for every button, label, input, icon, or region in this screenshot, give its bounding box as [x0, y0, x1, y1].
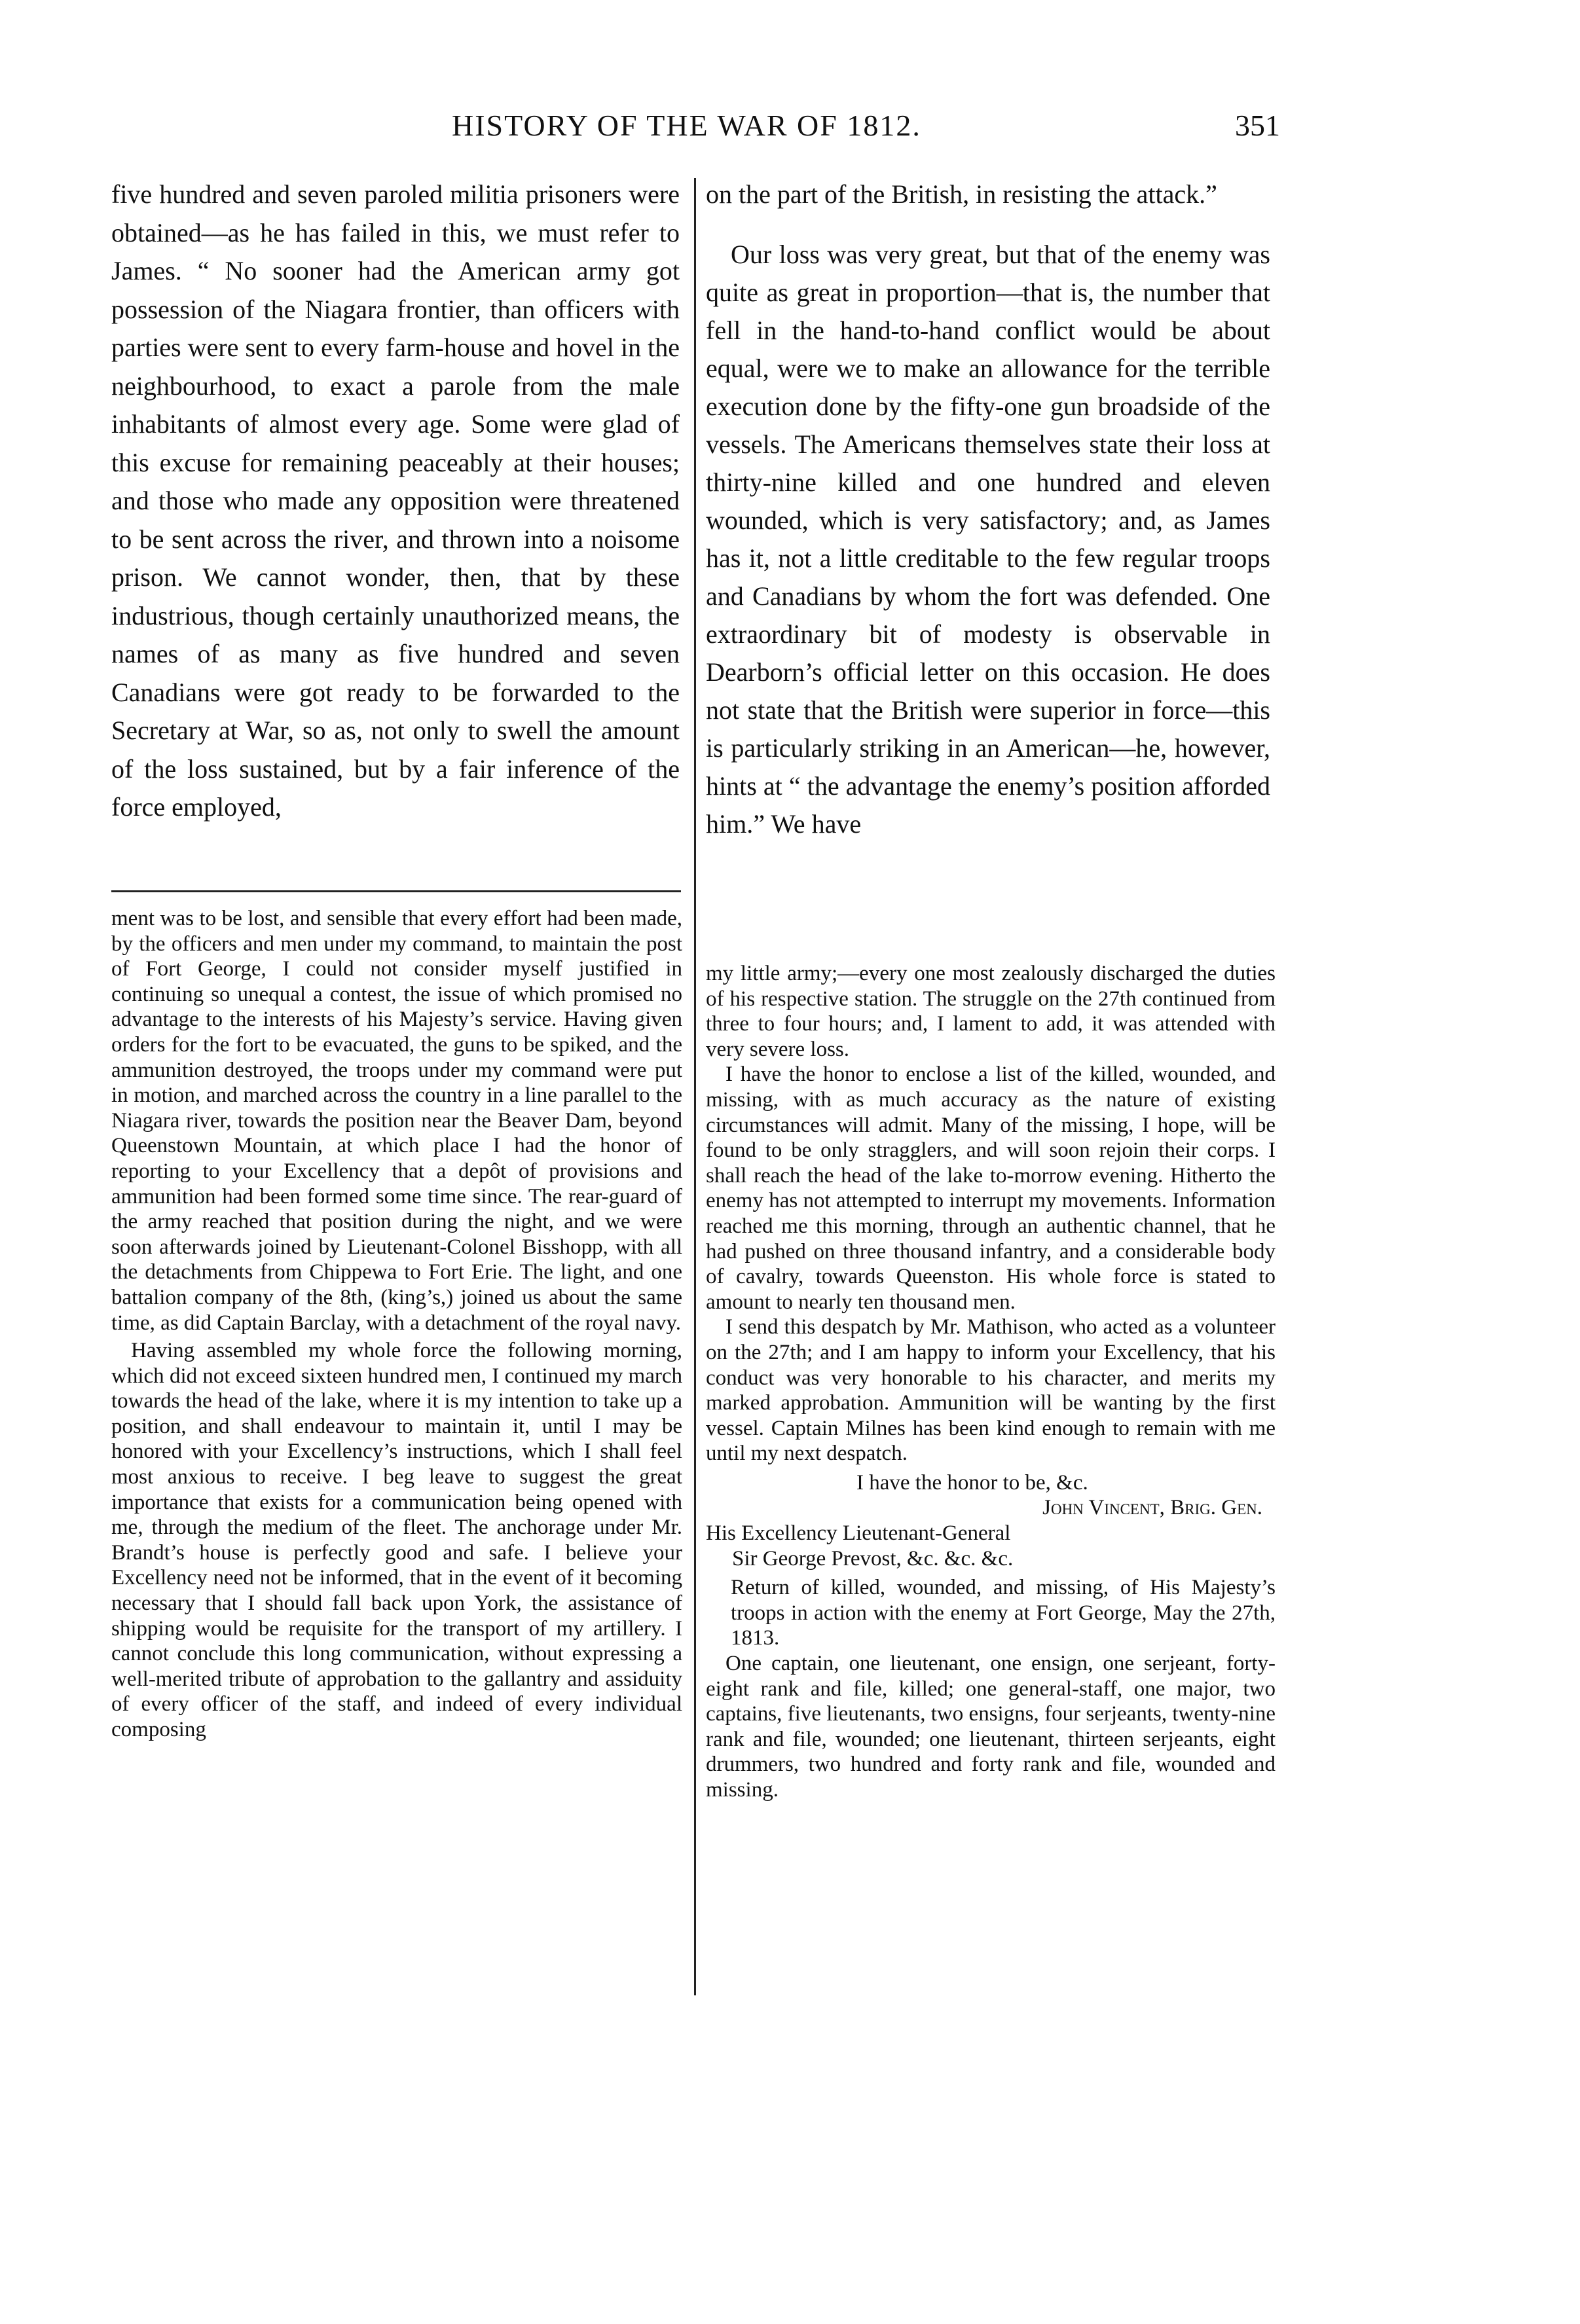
footnote-paragraph: ment was to be lost, and sensible that every effort had been made, by the officers and men under my command, to maintain the post of Fort George, I could not consider myself justified in continuing so unequal a contest, the issue of which promised no advantage to the interests of his Majesty’s service. Having given orders for the fort to be evacuated, the guns to be spiked, and the ammunition destroyed, the troops under my command were put in motion, and marched across the country in a line parallel to the Niagara river, towards the position near the Beaver Dam, beyond Queenstown Mountain, at which place I had the honor of reporting to your Excellency that a depôt of provisions and ammunition had been formed some time since. The rear-guard of the army reached that position during the night, and we were soon afterwards joined by Lieutenant-Colonel Bisshopp, with all the detachments from Chippewa to Fort Erie. The light, and one battalion company of the 8th, (king’s,) joined us about the same time, as did Captain Barclay, with a detachment of the royal navy. — [111, 907, 682, 1335]
footnote-paragraph: I send this despatch by Mr. Mathison, who acted as a volunteer on the 27th; and I am happy to inform your Excellency, that his conduct was very honorable to his character, and merits my marked approbation. Ammunition will be wanting by the first vessel. Captain Milnes has been kind enough to remain with me until my next despatch. — [706, 1315, 1276, 1466]
column-divider-lower — [694, 928, 696, 1995]
main-paragraph: Our loss was very great, but that of the enemy was quite as great in proportion—that is, the number that fell in the hand-to-hand conflict would be about equal, were we to make an allowance for the terrible execution done by the fifty-one gun broadside of the vessels. The Americans themselves state their loss at thirty-nine killed and one hundred and eleven wounded, which is very satisfactory; and, as James has it, not a little creditable to the few regular troops and Canadians by whom the fort was defended. One extraordinary bit of modesty is observable in Dearborn’s official letter on this occasion. He does not state that the British were superior in force—this is particularly striking in an American—he, however, hints at “ the advantage the enemy’s position afforded him.” We have — [706, 240, 1270, 839]
running-title: HISTORY OF THE WAR OF 1812. — [452, 109, 921, 142]
return-body: One captain, one lieutenant, one ensign, one serjeant, forty-eight rank and file, killed; one general-staff, one major, two captains, five lieutenants, two ensigns, four serjeants, twenty-nine rank and file, wounded; one lieutenant, thirteen serjeants, eight drummers, two hundred and forty rank and file, wounded and missing. — [706, 1652, 1276, 1802]
footnote-rule — [111, 890, 681, 892]
footnote-left-column — [111, 906, 682, 1743]
addressee-line: Sir George Prevost, &c. &c. &c. — [732, 1546, 1014, 1571]
page-number: 351 — [1235, 109, 1280, 142]
footnote-right-column — [706, 961, 1276, 1803]
main-text-left-column — [111, 175, 680, 827]
return-heading: Return of killed, wounded, and missing, of His Majesty’s troops in action with the enemy at Fort George, May the 27th, 1813. — [731, 1576, 1276, 1650]
footnote-paragraph: my little army;—every one most zealously discharged the duties of his respective station. The struggle on the 27th continued from three to four hours; and, I lament to add, it was attended with very severe loss. — [706, 962, 1276, 1061]
running-head — [111, 108, 1280, 160]
letter-signature: John Vincent, Brig. Gen. — [1042, 1496, 1262, 1520]
main-paragraph: five hundred and seven paroled militia prisoners were obtained—as he has failed in this, we must refer to James. “ No sooner had the American army got possession of the Niagara frontier, than officers with parties were sent to every farm-house and hovel in the neighbourhood, to exact a parole from the male inhabitants of almost every age. Some were glad of this excuse for remaining peaceably at their houses; and those who made any opposition were threatened to be sent across the river, and thrown into a noisome prison. We cannot wonder, then, that by these industrious, though certainly unauthorized means, the names of as many as five hundred and seven Canadians were got ready to be forwarded to the Secretary at War, so as, not only to swell the amount of the loss sustained, but by a fair inference of the force employed, — [111, 179, 680, 822]
addressee-line: His Excellency Lieutenant-General — [706, 1521, 1011, 1546]
footnote-paragraph: I have the honor to enclose a list of the killed, wounded, and missing, with as much accuracy as the nature of existing circumstances will admit. Many of the missing, I hope, will be found to be only stragglers, and will soon rejoin their corps. I shall reach the head of the lake to-morrow evening. Hitherto the enemy has not attempted to interrupt my movements. Information reached me this morning, through an authentic channel, that he had pushed on three thousand infantry, and a considerable body of cavalry, towards Queenston. His whole force is stated to amount to nearly ten thousand men. — [706, 1062, 1276, 1314]
letter-closing: I have the honor to be, &c. — [856, 1470, 1088, 1495]
footnote-paragraph: Having assembled my whole force the following morning, which did not exceed sixteen hundred men, I continued my march towards the head of the lake, where it is my intention to take up a position, and shall endeavour to maintain it, until I may be honored with your Excellency’s instructions, which I shall feel most anxious to receive. I beg leave to suggest the great importance that exists for a communication being opened with me, through the medium of the fleet. The anchorage under Mr. Brandt’s house is perfectly good and safe. I believe your Excellency need not be informed, that in the event of it becoming necessary that I should fall back upon York, the assistance of shipping would be requisite for the transport of my artillery. I cannot conclude this long communication, without expressing a well-merited tribute of approbation to the gallantry and assiduity of every officer of the staff, and indeed of every individual composing — [111, 1339, 682, 1741]
main-paragraph: on the part of the British, in resisting the attack.” — [706, 179, 1217, 209]
column-divider-upper — [694, 178, 696, 983]
main-text-right-column — [706, 175, 1270, 843]
